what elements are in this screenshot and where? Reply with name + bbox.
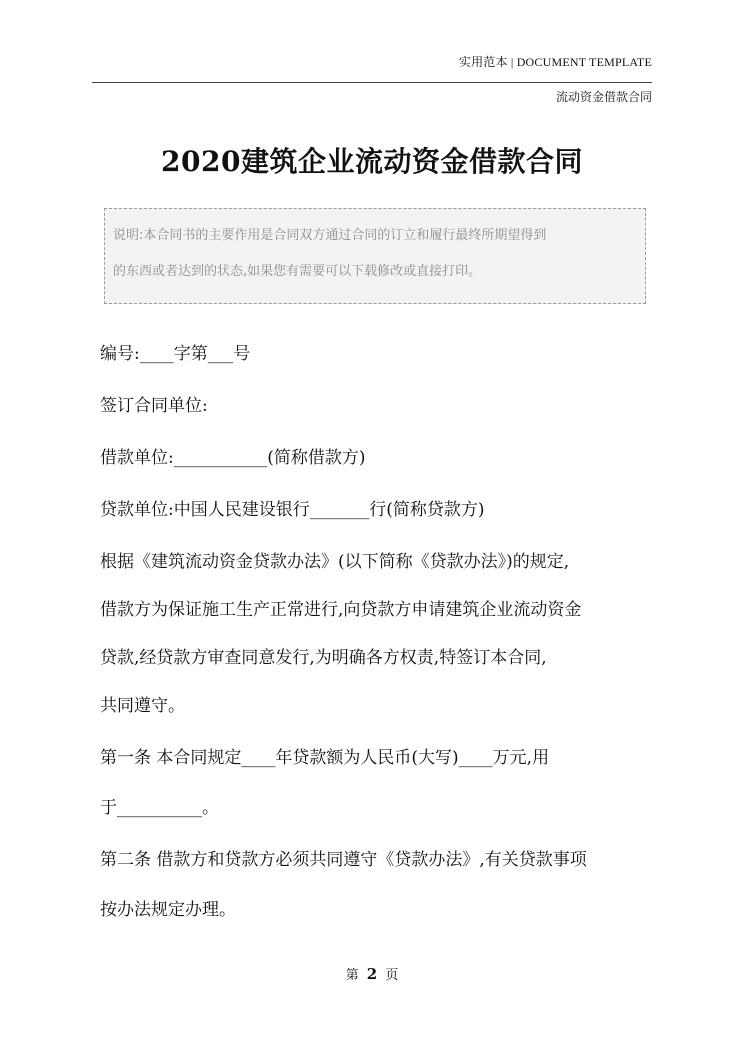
article-2-line: 按办法规定办理。	[100, 900, 236, 920]
preamble-line: 贷款,经贷款方审查同意发行,为明确各方权责,特签订本合同,	[100, 648, 547, 668]
contract-number: 编号:____字第___号	[100, 344, 251, 364]
lender-unit: 贷款单位:中国人民建设银行_______行(简称贷款方)	[100, 500, 485, 520]
page-suffix: 页	[385, 968, 399, 983]
article-1-line: 于__________。	[100, 798, 219, 818]
contract-body	[100, 335, 656, 929]
preamble-line: 共同遵守。	[100, 696, 185, 716]
header-divider	[92, 82, 652, 83]
note-line-1: 说明:本合同书的主要作用是合同双方通过合同的订立和履行最终所期望得到	[113, 228, 547, 243]
borrower-unit: 借款单位:___________(简称借款方)	[100, 448, 366, 468]
page-footer	[0, 964, 744, 983]
preamble-line: 根据《建筑流动资金贷款办法》(以下简称《贷款办法》)的规定,	[100, 552, 570, 572]
header-subtitle: 流动资金借款合同	[555, 90, 652, 104]
page-number: 2	[366, 965, 378, 983]
document-title: 2020建筑企业流动资金借款合同	[161, 145, 583, 178]
header-doc-template: 实用范本 | DOCUMENT TEMPLATE	[458, 55, 652, 69]
article-1-line: 第一条 本合同规定____年贷款额为人民币(大写)____万元,用	[100, 748, 550, 768]
article-2-line: 第二条 借款方和贷款方必须共同遵守《贷款办法》,有关贷款事项	[100, 850, 587, 870]
signing-units: 签订合同单位:	[100, 396, 208, 416]
note-line-2: 的东西或者达到的状态,如果您有需要可以下载修改或直接打印。	[113, 264, 482, 279]
page-prefix: 第	[345, 968, 359, 983]
description-note-box	[104, 208, 646, 304]
preamble-line: 借款方为保证施工生产正常进行,向贷款方申请建筑企业流动资金	[100, 600, 582, 620]
